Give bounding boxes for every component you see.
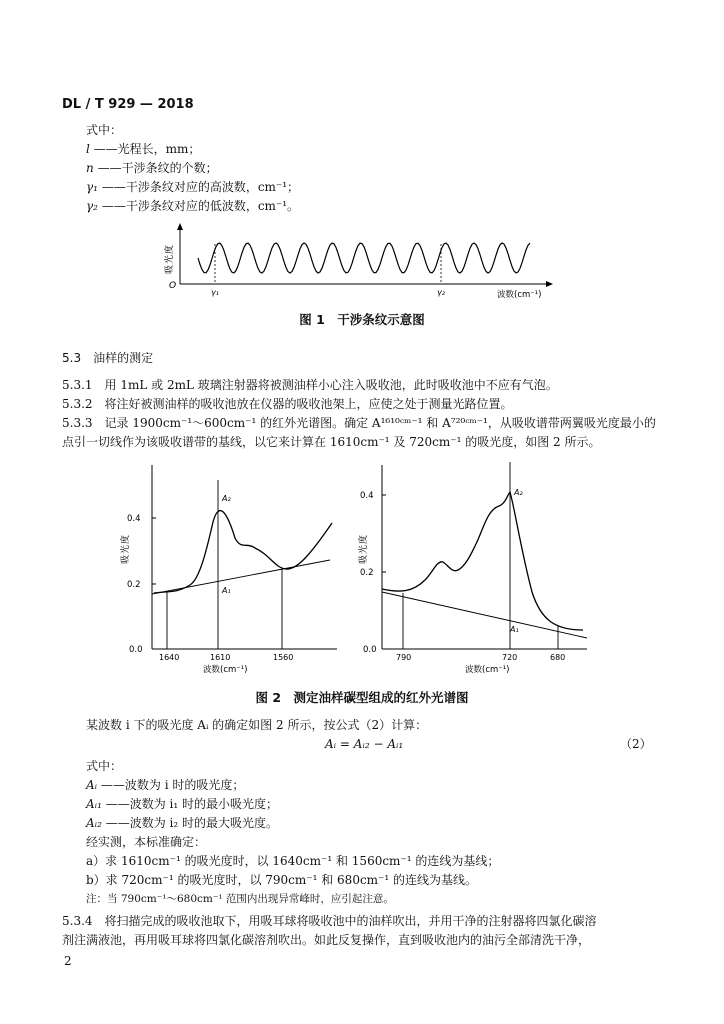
a2-label: A₂ xyxy=(514,488,523,497)
fig1-g1-label: γ₁ xyxy=(211,288,219,297)
x-tick-label: 1640 xyxy=(159,653,180,662)
page-number: 2 xyxy=(64,954,72,968)
figure-2-right-chart xyxy=(355,460,595,678)
list-item-b: b）求 720cm⁻¹ 的吸光度时，以 790cm⁻¹ 和 680cm⁻¹ 的连线为基线。 xyxy=(86,873,478,887)
a1-label: A₁ xyxy=(222,586,231,595)
para-5-3-2: 5.3.2 将注好被测油样的吸收池放在仪器的吸收池架上，应使之处于测量光路位置。 xyxy=(62,397,513,411)
y-tick-label: 0.0 xyxy=(129,645,143,655)
spectrum-curve xyxy=(382,492,583,630)
notes-intro: 式中： xyxy=(86,123,123,137)
note-item: γ₂ ——干涉条纹对应的低波数，cm⁻¹。 xyxy=(86,199,300,213)
para-5-3-3-line-2: 点引一切线作为该吸收谱带的基线，以它来计算在 1610cm⁻¹ 及 720cm⁻¹ 的吸光度，如图 2 所示。 xyxy=(62,435,601,449)
note-item: Aᵢ ——波数为 i 时的吸光度； xyxy=(86,778,245,792)
spectrum-curve xyxy=(154,511,332,593)
interference-fringe-curve xyxy=(198,243,530,273)
para-5-3-1: 5.3.1 用 1mL 或 2mL 玻璃注射器将被测油样小心注入吸收池，此时吸收池中不应有气泡。 xyxy=(62,378,558,392)
note-text: 注：当 790cm⁻¹～680cm⁻¹ 范围内出现异常峰时，应引起注意。 xyxy=(86,893,394,905)
fig1-g2-label: γ₂ xyxy=(437,288,445,297)
x-axis-arrow xyxy=(546,281,553,287)
formula-2-lead: 某波数 i 下的吸光度 Aᵢ 的确定如图 2 所示，按公式（2）计算： xyxy=(86,718,428,732)
fig1-xlabel: 波数(cm⁻¹) xyxy=(497,290,542,300)
x-axis-label: 波数(cm⁻¹) xyxy=(465,665,510,675)
y-tick-label: 0.4 xyxy=(127,514,141,524)
x-tick-label: 790 xyxy=(396,653,412,662)
para-5-3-4-line-1: 5.3.4 将扫描完成的吸收池取下，用吸耳球将吸收池中的油样吹出，并用干净的注射器将四氯化碳溶 xyxy=(62,914,597,928)
note-item: γ₁ ——干涉条纹对应的高波数，cm⁻¹； xyxy=(86,180,300,194)
figure-1-caption: 图 1 干涉条纹示意图 xyxy=(299,312,425,327)
baseline-tangent xyxy=(382,592,587,638)
figure-2-caption: 图 2 测定油样碳型组成的红外光谱图 xyxy=(255,690,469,705)
section-5-3-title: 5.3 油样的测定 xyxy=(62,351,154,365)
y-tick-label: 0.4 xyxy=(360,491,374,501)
x-axis-label: 波数(cm⁻¹) xyxy=(203,665,248,675)
x-tick-label: 720 xyxy=(502,653,518,662)
para-5-3-3-line-1: 5.3.3 记录 1900cm⁻¹～600cm⁻¹ 的红外光谱图。确定 A¹⁶¹⁰ᶜᵐ⁻¹ 和 A⁷²⁰ᶜᵐ⁻¹，从吸收谱带两翼吸光度最小的 xyxy=(62,416,656,430)
figure-1-diagram xyxy=(160,222,560,304)
standard-code: DL / T 929 — 2018 xyxy=(62,97,194,112)
note-item: Aᵢ₂ ——波数为 i₂ 时的最大吸光度。 xyxy=(86,816,278,830)
verified-text: 经实测，本标准确定： xyxy=(86,835,207,849)
x-tick-label: 1610 xyxy=(210,653,231,662)
baseline-tangent xyxy=(152,560,330,594)
a2-label: A₂ xyxy=(222,494,231,503)
note-item: Aᵢ₁ ——波数为 i₁ 时的最小吸光度； xyxy=(86,797,278,811)
y-axis-label: 吸光度 xyxy=(121,533,131,564)
y-tick-label: 0.2 xyxy=(127,580,141,590)
fig1-ylabel: 吸光度 xyxy=(165,243,175,274)
para-5-3-4-line-2: 剂注满液池，再用吸耳球将四氯化碳溶剂吹出。如此反复操作，直到吸收池内的油污全部清洗干净， xyxy=(62,933,591,947)
formula-2-number: （2） xyxy=(620,737,652,751)
note-item: n ——干涉条纹的个数； xyxy=(86,161,218,175)
formula-2-equation: Aᵢ = Aᵢ₂ − Aᵢ₁ xyxy=(325,737,404,751)
y-axis-arrow xyxy=(177,223,183,230)
y-tick-label: 0.0 xyxy=(363,645,377,655)
note-item: l ——光程长，mm； xyxy=(86,142,201,156)
list-item-a: a）求 1610cm⁻¹ 的吸光度时，以 1640cm⁻¹ 和 1560cm⁻¹ 的连线为基线； xyxy=(86,854,500,868)
fig1-origin: O xyxy=(169,281,177,291)
y-tick-label: 0.2 xyxy=(360,568,374,578)
figure-2-left-chart xyxy=(115,460,340,678)
x-tick-label: 680 xyxy=(550,653,566,662)
notes-intro: 式中： xyxy=(86,759,123,773)
a1-label: A₁ xyxy=(510,625,519,634)
y-axis-label: 吸光度 xyxy=(359,533,369,564)
x-tick-label: 1560 xyxy=(273,653,294,662)
